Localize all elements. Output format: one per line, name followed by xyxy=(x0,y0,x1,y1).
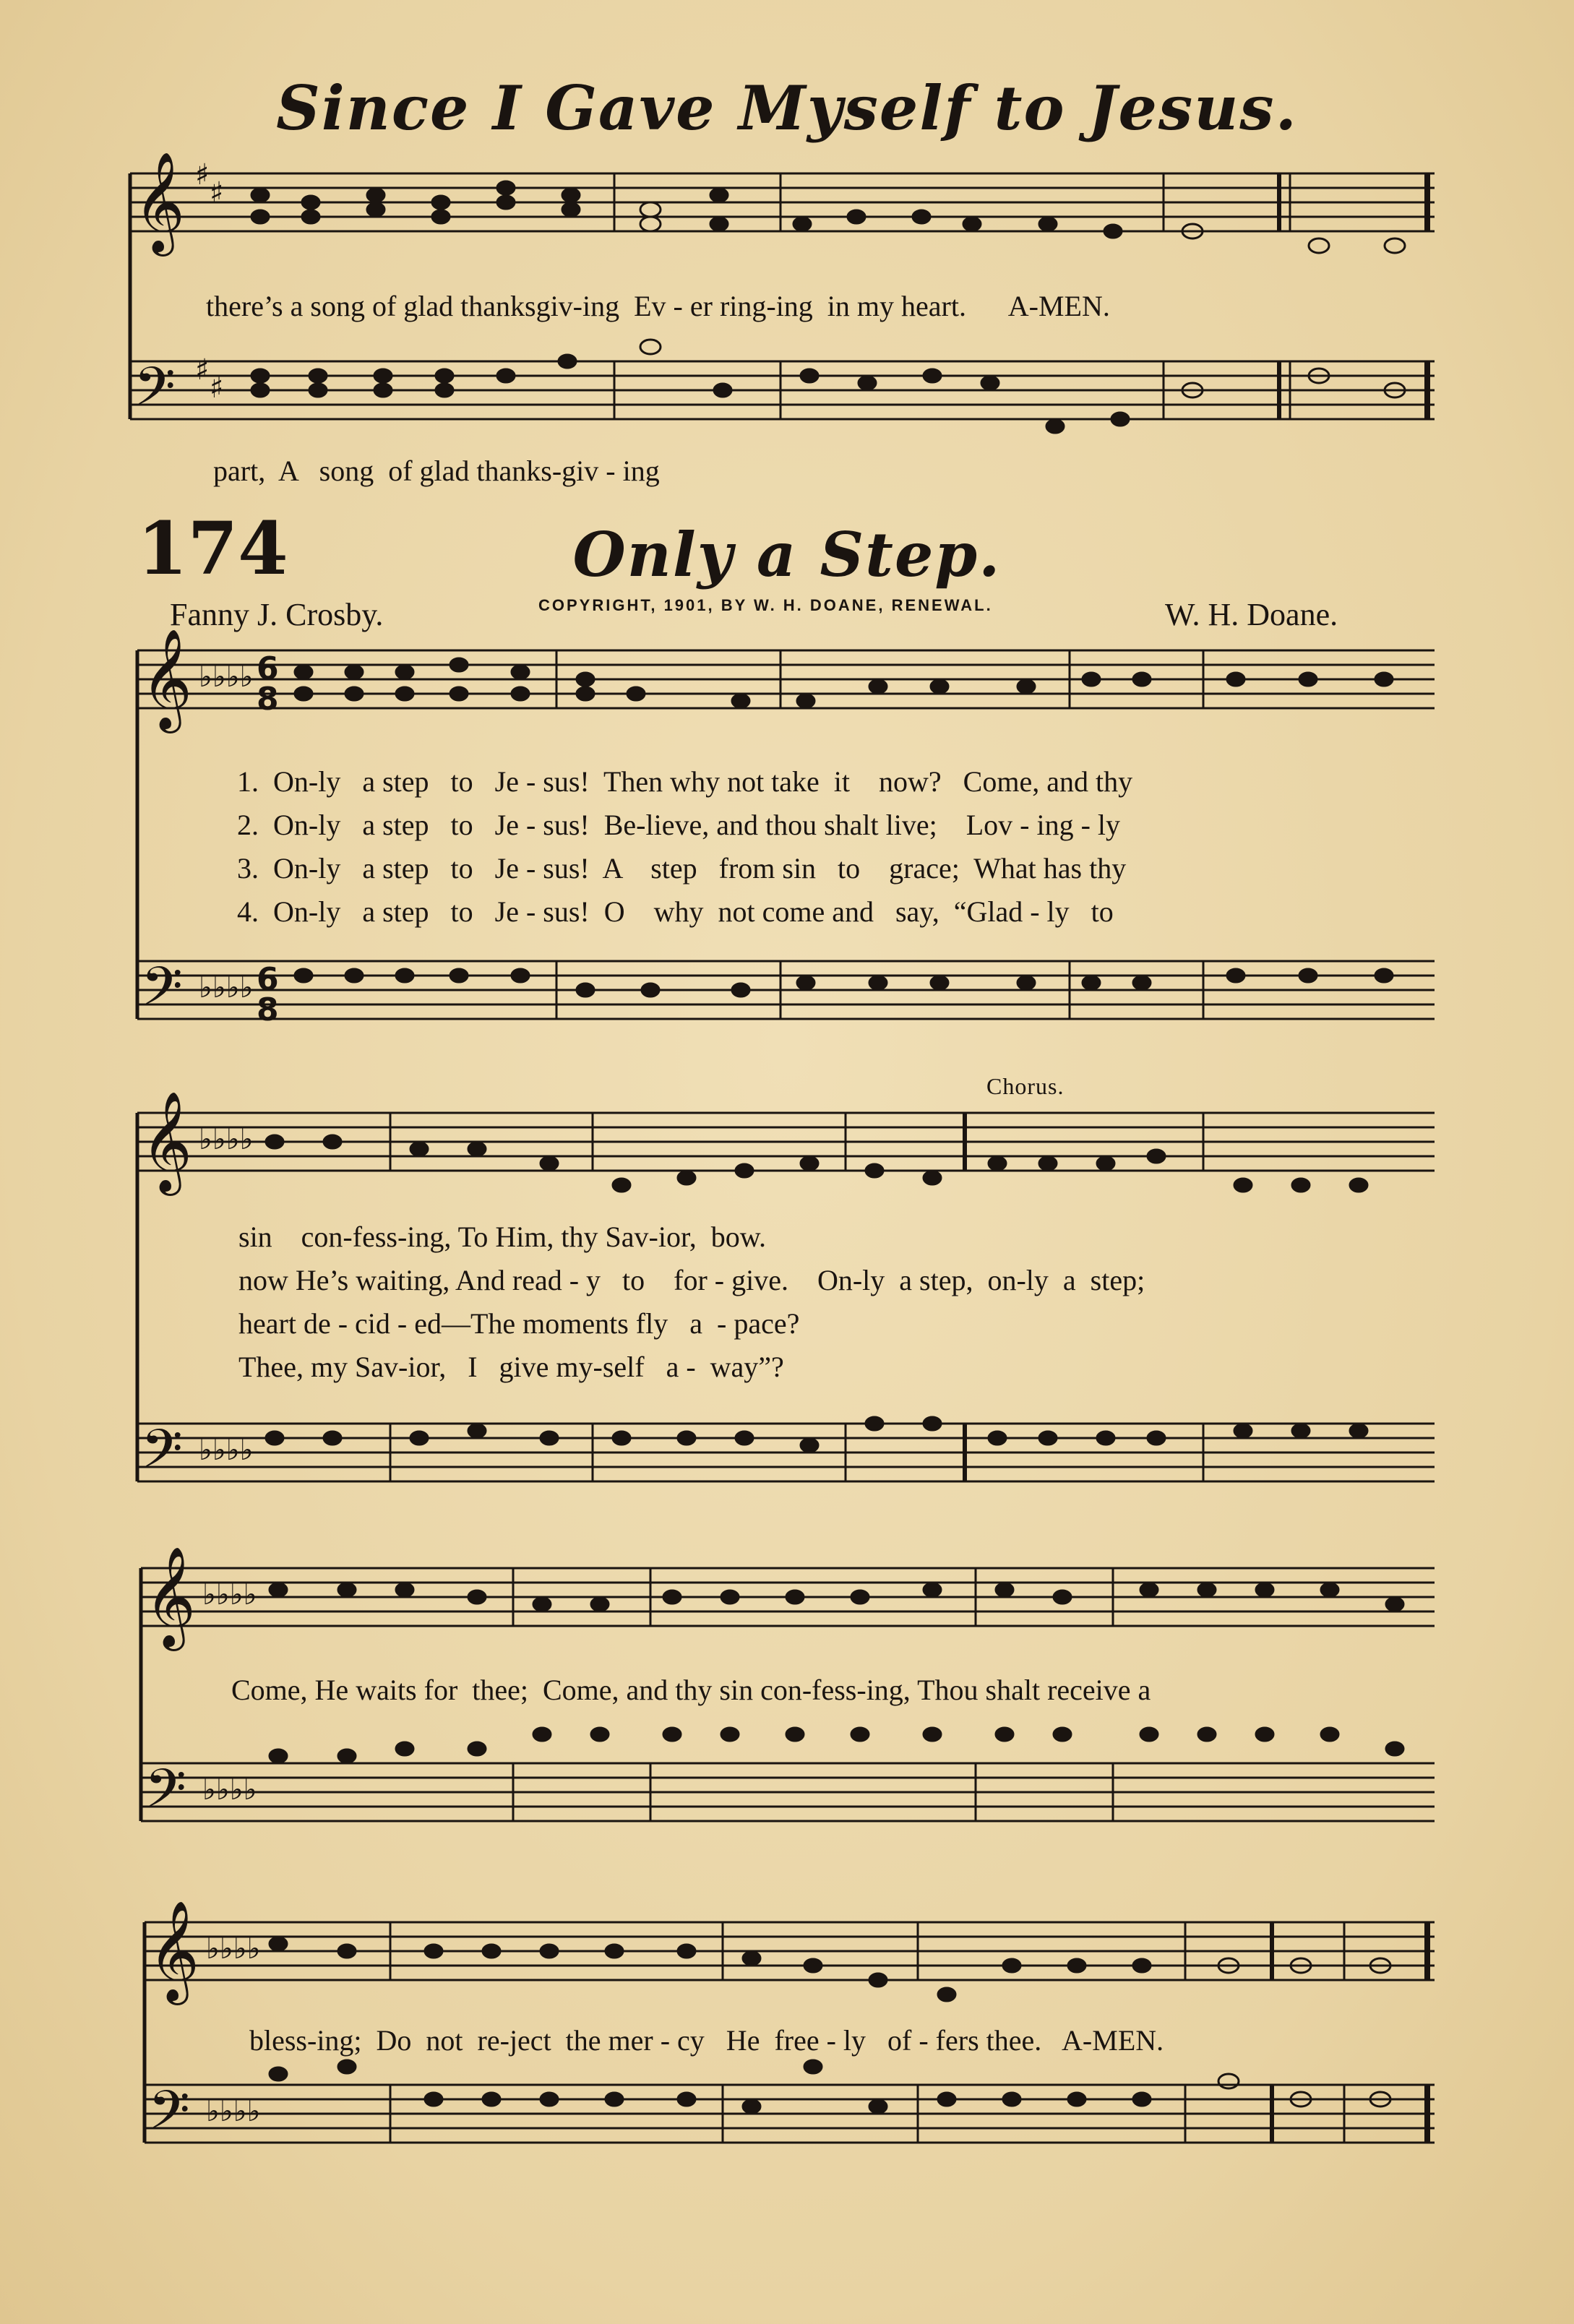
svg-text:♭♭♭♭: ♭♭♭♭ xyxy=(202,1578,257,1611)
notes-s4-treble xyxy=(270,1937,1390,2001)
notes-s3-bass xyxy=(270,1728,1403,1763)
svg-text:♯: ♯ xyxy=(195,158,210,191)
svg-text:♭♭♭♭: ♭♭♭♭ xyxy=(206,1932,261,1966)
hymn-title: Only a Step. xyxy=(572,519,1002,590)
verse-1-line-2: sin con-fess-ing, To Him, thy Sav-ior, bow. xyxy=(238,1221,766,1253)
staff-prev-treble xyxy=(130,173,1435,231)
svg-text:♭♭♭♭: ♭♭♭♭ xyxy=(199,971,254,1004)
svg-text:𝄞: 𝄞 xyxy=(148,1901,199,2001)
staff-4-bass xyxy=(145,2085,1435,2143)
svg-text:𝄢: 𝄢 xyxy=(145,1757,186,1833)
svg-text:8: 8 xyxy=(257,681,279,718)
hymn-number: 174 xyxy=(137,506,288,591)
svg-text:6: 6 xyxy=(257,961,279,998)
chorus-line-1: Come, He waits for thee; Come, and thy sin con-fess-ing, Thou shalt receive a xyxy=(231,1674,1151,1706)
svg-text:♭♭♭♭: ♭♭♭♭ xyxy=(202,1773,257,1807)
verse-3-line-2: heart de - cid - ed—The moments fly a - pace? xyxy=(238,1307,800,1340)
hymn-author: Fanny J. Crosby. xyxy=(170,597,384,632)
svg-text:6: 6 xyxy=(257,650,279,687)
chorus-label: Chorus. xyxy=(986,1073,1065,1099)
svg-text:𝄞: 𝄞 xyxy=(141,629,192,729)
notes-s2-treble xyxy=(266,1135,1367,1192)
staff-3-bass xyxy=(141,1763,1435,1821)
previous-hymn-title: Since I Gave Myself to Jesus. xyxy=(276,72,1298,144)
notes-s2-bass xyxy=(266,1417,1367,1452)
chorus-line-2: bless-ing; Do not re-ject the mer - cy He free - ly of - fers thee. A-MEN. xyxy=(249,2024,1164,2057)
hymn-copyright: COPYRIGHT, 1901, BY W. H. DOANE, RENEWAL. xyxy=(538,596,993,614)
previous-hymn-treble-lyric: there’s a song of glad thanksgiv-ing Ev - er ring-ing in my heart. A-MEN. xyxy=(206,290,1110,322)
verse-2-line-2: now He’s waiting, And read - y to for - give. On-ly a step, on-ly a step; xyxy=(238,1264,1145,1296)
svg-text:♯: ♯ xyxy=(210,176,224,210)
verse-1-line-1: 1. On-ly a step to Je - sus! Then why not take it now? Come, and thy xyxy=(237,765,1133,798)
svg-text:𝄞: 𝄞 xyxy=(141,1091,192,1192)
notes-s4-bass xyxy=(270,2060,1390,2113)
svg-text:♭♭♭♭: ♭♭♭♭ xyxy=(199,1123,254,1156)
svg-text:𝄞: 𝄞 xyxy=(145,1546,196,1647)
svg-text:𝄢: 𝄢 xyxy=(141,955,183,1031)
svg-text:♭♭♭♭: ♭♭♭♭ xyxy=(199,660,254,694)
svg-text:♭♭♭♭: ♭♭♭♭ xyxy=(199,1434,254,1467)
svg-text:𝄢: 𝄢 xyxy=(148,2079,190,2155)
svg-text:𝄢: 𝄢 xyxy=(141,1418,183,1494)
verse-2-line-1: 2. On-ly a step to Je - sus! Be-lieve, and thou shalt live; Lov - ing - ly xyxy=(237,809,1121,841)
svg-text:♭♭♭♭: ♭♭♭♭ xyxy=(206,2095,261,2128)
svg-text:♯: ♯ xyxy=(210,371,224,405)
svg-text:♯: ♯ xyxy=(195,353,210,387)
verse-3-line-1: 3. On-ly a step to Je - sus! A step from sin to grace; What has thy xyxy=(237,852,1127,885)
svg-text:8: 8 xyxy=(257,991,279,1028)
hymn-composer: W. H. Doane. xyxy=(1165,597,1338,632)
previous-hymn-bass-lyric: part, A song of glad thanks-giv - ing xyxy=(213,455,660,487)
verse-4-line-1: 4. On-ly a step to Je - sus! O why not come and say, “Glad - ly to xyxy=(237,895,1114,928)
svg-text:𝄞: 𝄞 xyxy=(134,152,185,252)
notes-s1-bass xyxy=(295,969,1393,997)
svg-text:𝄢: 𝄢 xyxy=(134,356,176,431)
verse-4-line-2: Thee, my Sav-ior, I give my-self a - way”? xyxy=(238,1351,784,1383)
